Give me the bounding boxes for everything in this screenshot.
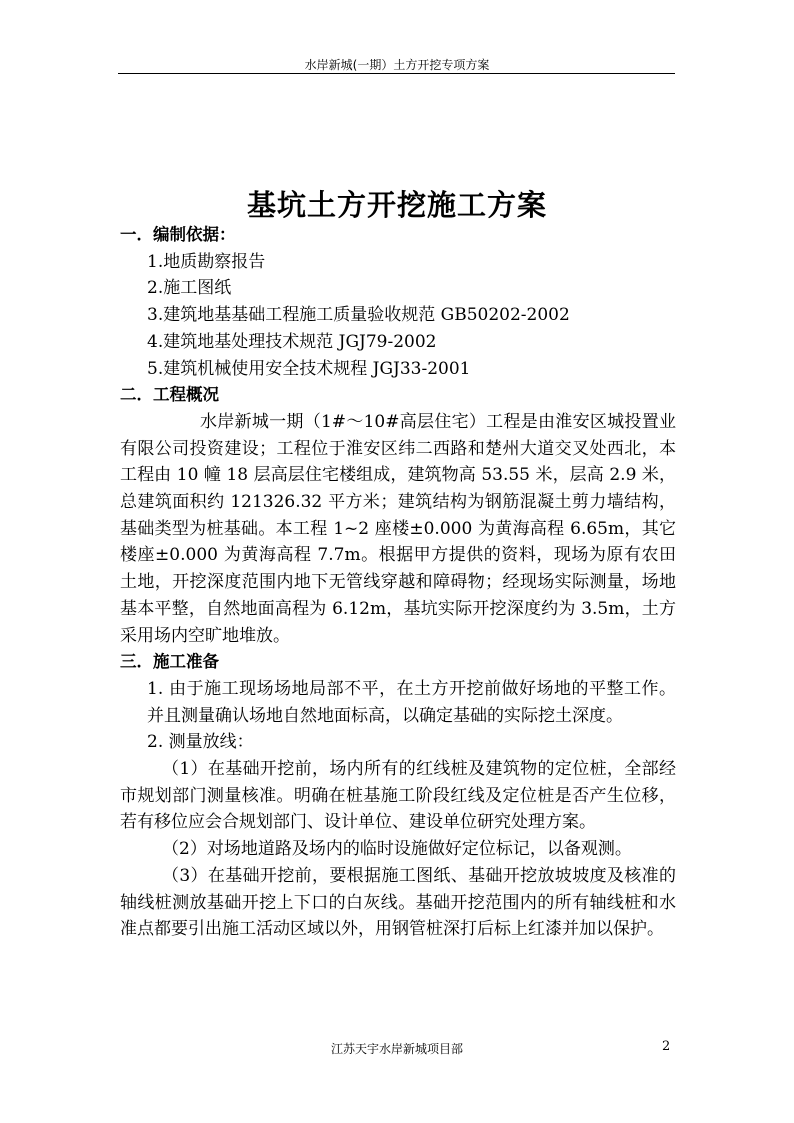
survey-paragraph-3: （3）在基础开挖前，要根据施工图纸、基础开挖放坡坡度及核准的轴线桩测放基础开挖上下口的白灰线。基础开挖范围内的所有轴线桩和水准点都要引出施工活动区域以外，用钢管桩深打后标上红漆并加以保护。 <box>120 865 676 940</box>
survey-paragraph-2: （2）对场地道路及场内的临时设施做好定位标记，以备观测。 <box>162 839 632 860</box>
survey-paragraph-1: （1）在基础开挖前，场内所有的红线桩及建筑物的定位桩，全部经市规划部门测量核准。明确在桩基施工阶段红线及定位桩是否产生位移，若有移位应会合规划部门、设计单位、建设单位研究处理方案。 <box>120 759 676 833</box>
basis-item-2: 2.施工图纸 <box>147 278 232 299</box>
section-1-heading: 一．编制依据： <box>120 225 236 244</box>
document-title: 基坑土方开挖施工方案 <box>246 188 547 222</box>
header-rule <box>118 73 675 74</box>
page-number: 2 <box>662 1039 671 1054</box>
preparation-item-1: 1. 由于施工现场场地局部不平，在土方开挖前做好场地的平整工作。并且测量确认场地自然地面标高，以确定基础的实际挖土深度。 <box>147 678 676 726</box>
basis-item-1: 1.地质勘察报告 <box>147 251 266 272</box>
page-footer: 江苏天宇水岸新城项目部 <box>330 1042 463 1056</box>
preparation-item-2: 2. 测量放线： <box>147 732 254 753</box>
page-header: 水岸新城(一期）土方开挖专项方案 <box>304 58 490 72</box>
basis-item-3: 3.建筑地基基础工程施工质量验收规范 GB50202-2002 <box>147 305 570 326</box>
basis-item-4: 4.建筑地基处理技术规范 JGJ79-2002 <box>147 331 437 352</box>
section-3-heading: 三．施工准备 <box>120 652 219 672</box>
project-overview-paragraph: 水岸新城一期（1#～10#高层住宅）工程是由淮安区城投置业有限公司投资建设；工程位于淮安区纬二西路和楚州大道交叉处西北，本工程由 10 幢 18 层高层住宅楼组成，建筑物高 53.55 米，层高 2.9 米，总建筑面积约 121326.32 平方米；建筑结构为钢筋混凝土剪力墙结构，基础类型为桩基础。本工程 1~2 座楼±0.000 为黄海高程 6.65m，其它楼座±0.000 为黄海高程 7.7m。根据甲方提供的资料，现场为原有农田土地，开挖深度范围内地下无管线穿越和障碍物；经现场实际测量，场地基本平整，自然地面高程为 6.12m，基坑实际开挖深度约为 3.5m，土方采用场内空旷地堆放。 <box>120 411 676 646</box>
document-body <box>120 222 676 943</box>
section-2-heading: 二．工程概况 <box>120 385 219 405</box>
basis-item-5: 5.建筑机械使用安全技术规程 JGJ33-2001 <box>147 358 471 379</box>
